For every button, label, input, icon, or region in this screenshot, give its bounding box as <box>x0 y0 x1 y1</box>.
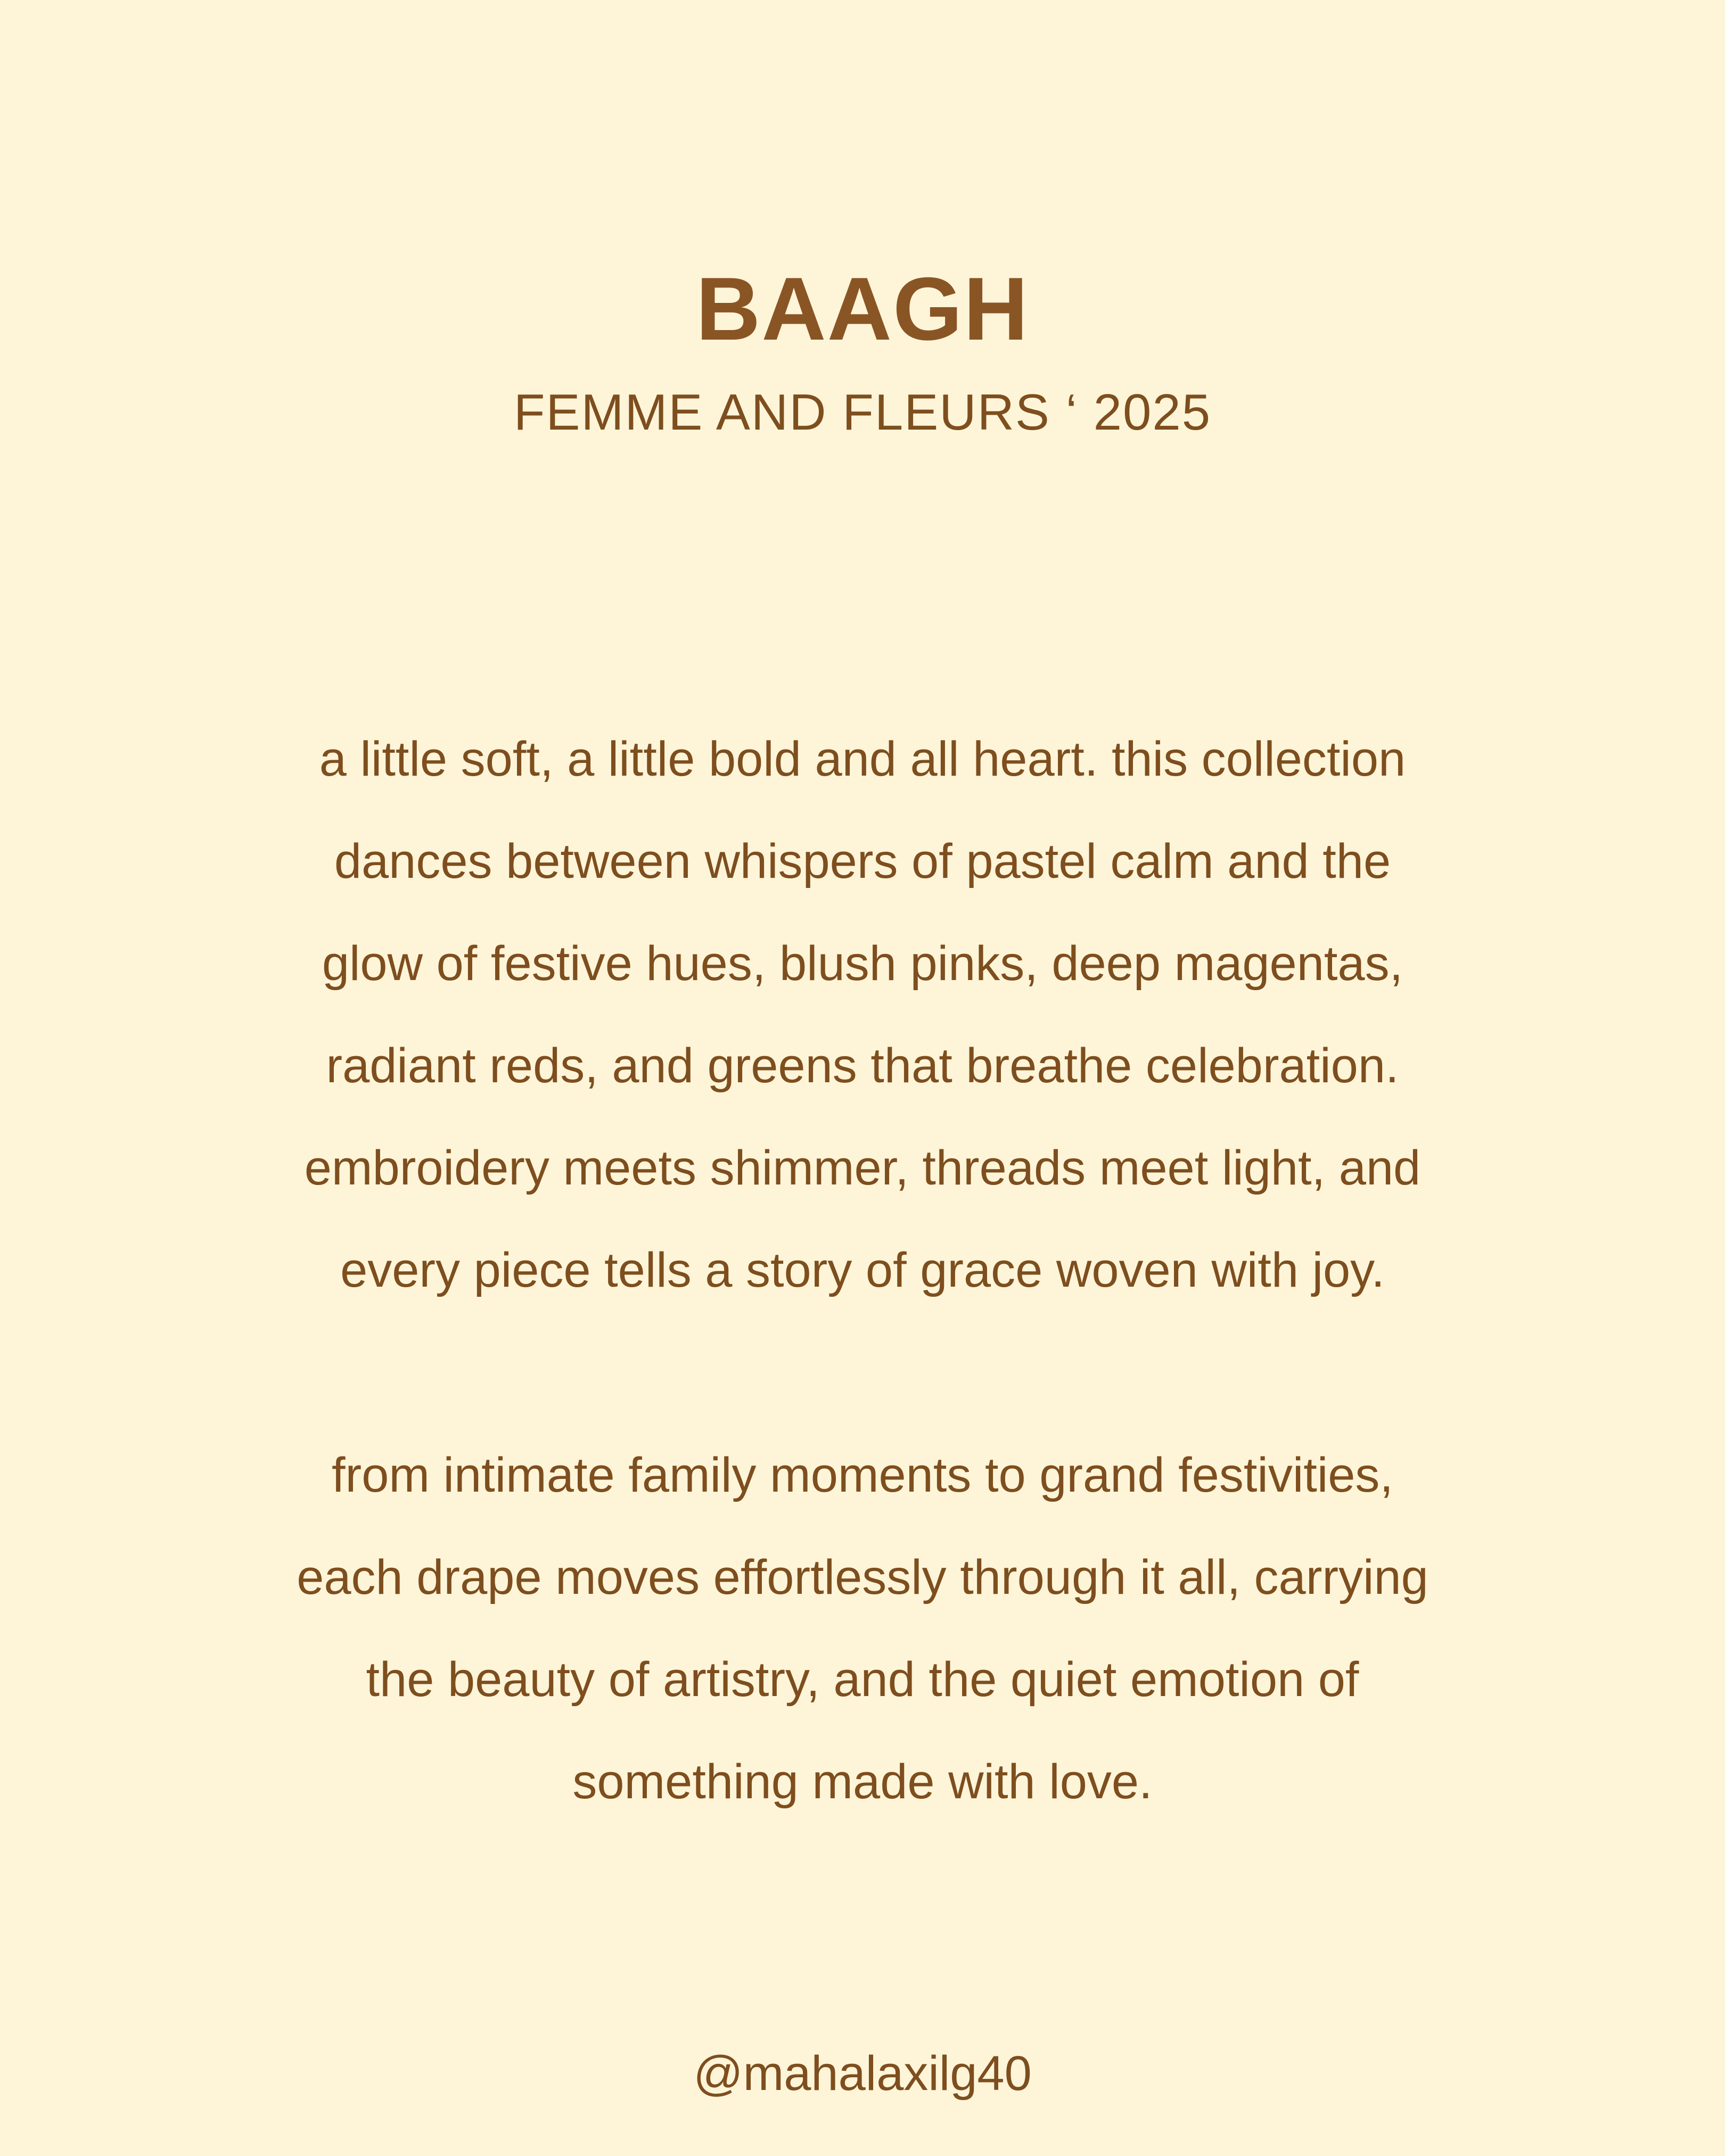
paragraph-line: radiant reds, and greens that breathe celebration. <box>326 1039 1399 1093</box>
description-paragraph-1 <box>0 708 1725 1321</box>
paragraph-line: dances between whispers of pastel calm and the <box>334 834 1391 888</box>
page-title: BAAGH <box>696 259 1029 359</box>
paragraph-line: each drape moves effortlessly through it all, carrying <box>297 1550 1428 1604</box>
paragraph-line: from intimate family moments to grand festivities, <box>332 1448 1393 1502</box>
paragraph-line: the beauty of artistry, and the quiet emotion of <box>366 1652 1359 1707</box>
paragraph-line: a little soft, a little bold and all heart. this collection <box>319 732 1406 786</box>
paragraph-line: something made with love. <box>572 1755 1153 1809</box>
collection-subtitle: FEMME AND FLEURS ‘ 2025 <box>513 384 1212 441</box>
paragraph-line: every piece tells a story of grace woven with joy. <box>340 1243 1385 1297</box>
description-paragraph-2 <box>0 1424 1725 1833</box>
social-handle: @mahalaxilg40 <box>693 2046 1032 2101</box>
paragraph-line: glow of festive hues, blush pinks, deep magentas, <box>322 936 1403 991</box>
paragraph-line: embroidery meets shimmer, threads meet light, and <box>304 1141 1421 1195</box>
